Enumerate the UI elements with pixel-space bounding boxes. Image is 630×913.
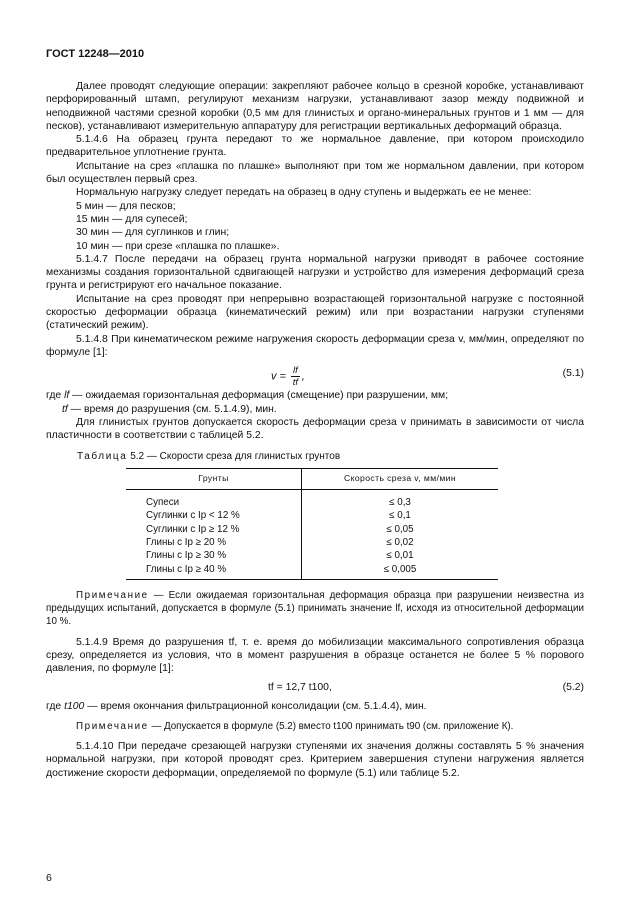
formula-5-1 [46, 359, 584, 389]
paragraph: 5.1.4.10 При передаче срезающей нагрузки ступенями их значения должны составлять 5 % значения нормальной нагрузки, при которой проводят срез. Критерием завершения ступени нагружения является достижение скорости деформации, определяемой по формуле (5.1) или таблице 5.2. [46, 741, 584, 779]
spacer [46, 629, 584, 636]
note-label: Примечание [76, 589, 149, 601]
formula-number: (5.2) [562, 681, 584, 693]
caption-text: 5.2 — Скорости среза для глинистых грунтов [127, 451, 341, 463]
paragraph: Испытание на срез проводят при непрерывно возрастающей горизонтальной нагрузке с постоянной скоростью деформации образца (кинематический режим) или при возрастании нагрузки ступенями (статический режим). [46, 293, 584, 332]
table-cell-soil: Супеси [126, 490, 302, 510]
note-text: — Допускается в формуле (5.2) вместо t100 принимать t90 (см. приложение К). [148, 720, 514, 732]
table-row [126, 523, 498, 536]
formula-number: (5.1) [562, 368, 584, 380]
formula-expression: tf = 12,7 t100, [268, 681, 332, 693]
document-header: ГОСТ 12248—2010 [46, 48, 145, 60]
table-header-row [126, 468, 498, 489]
table-cell-speed: ≤ 0,005 [302, 563, 499, 580]
table-row [126, 549, 498, 562]
symbol-lf: lf [64, 390, 70, 402]
table-cell-soil: Суглинки с Ip < 12 % [126, 509, 302, 522]
fraction-denominator: tf [292, 377, 299, 389]
list-item: 15 мин — для супесей; [76, 213, 188, 225]
where-word: где [46, 700, 62, 712]
formula-lhs: v = [271, 370, 286, 383]
document-body [46, 80, 584, 780]
column-header-soil: Грунты [126, 468, 302, 489]
where-line [46, 403, 584, 416]
note-label: Примечание [76, 720, 149, 732]
note [46, 720, 584, 733]
where-line [46, 700, 584, 713]
note [46, 589, 584, 629]
table-row [126, 536, 498, 549]
column-header-speed: Скорость среза v, мм/мин [302, 468, 499, 489]
table-row [126, 563, 498, 580]
paragraph: 5.1.4.6 На образец грунта передают то же нормальное давление, при котором происходило предварительное уплотнение грунта. [46, 134, 584, 159]
list-item: 30 мин — для суглинков и глин; [76, 227, 230, 239]
table-cell-soil: Глины с Ip ≥ 40 % [126, 563, 302, 580]
table-cell-soil: Глины с Ip ≥ 30 % [126, 549, 302, 562]
table-cell-speed: ≤ 0,02 [386, 536, 414, 548]
table-row [126, 490, 498, 510]
list-item: 10 мин — при срезе «плашка по плашке». [76, 240, 280, 252]
where-word: где [46, 390, 62, 402]
definition: — время до разрушения (см. 5.1.4.9), мин. [70, 403, 277, 415]
table-cell-soil: Суглинки с Ip ≥ 12 % [126, 523, 302, 536]
table-cell-speed: ≤ 0,01 [386, 550, 414, 562]
definition: — время окончания фильтрационной консолидации (см. 5.1.4.4), мин. [87, 700, 427, 712]
definition: — ожидаемая горизонтальная деформация (смещение) при разрушении, мм; [72, 390, 449, 402]
table-cell-speed: ≤ 0,1 [389, 510, 411, 522]
table-cell-soil: Глины с Ip ≥ 20 % [126, 536, 302, 549]
paragraph: 5.1.4.9 Время до разрушения tf, т. е. время до мобилизации максимального сопротивления образца срезу, определяется из условия, что в момент разрушения в образце останется не более 5 % порового давления, по формуле [1]: [46, 636, 584, 675]
table-cell-speed: ≤ 0,3 [389, 497, 411, 509]
spacer [46, 713, 584, 720]
note-text: — Если ожидаемая горизонтальная деформация образца при разрушении неизвестна из предыдущих испытаний, допускается в формуле (5.1) принимать значение lf, исходя из относительной деформации 10 %. [46, 589, 584, 628]
paragraph: Для глинистых грунтов допускается скорость деформации среза v принимать в зависимости от числа пластичности в соответствии с таблицей 5.2. [46, 416, 584, 442]
formula-fraction [291, 365, 300, 388]
paragraph: Испытание на срез «плашка по плашке» выполняют при том же нормальном давлении, при котором был осуществлен первый срез. [46, 160, 584, 186]
spacer [46, 580, 584, 589]
paragraph: 5.1.4.8 При кинематическом режиме нагружения скорость деформации среза v, мм/мин, определяют по формуле [1]: [46, 333, 584, 358]
fraction-numerator: lf [293, 365, 298, 377]
paragraph: Нормальную нагрузку следует передать на образец в одну ступень и выдержать ее не менее: [76, 187, 532, 199]
formula-expression: v = $\frac{lf}{tf}$ , [271, 365, 305, 389]
list-item: 5 мин — для песков; [76, 200, 176, 212]
formula-5-2 [46, 676, 584, 700]
table-cell-speed: ≤ 0,05 [386, 523, 414, 535]
table-caption [77, 450, 584, 463]
paragraph: Далее проводят следующие операции: закрепляют рабочее кольцо в срезной коробке, устанавливают перфорированный штамп, регулируют механизм нагрузки, устанавливают зазор между подвижной и неподвижной частями срезной коробки (0,5 мм для глинистых и органо-минеральных грунтов и 1 мм — для песков), устанавливают измерительную аппаратуру для регистрации вертикальных деформаций образца. [46, 81, 584, 132]
symbol-tf: tf [62, 403, 68, 415]
caption-label: Таблица [77, 451, 128, 463]
where-line [46, 389, 584, 402]
symbol-t100: t100 [64, 700, 85, 712]
page-number: 6 [46, 872, 52, 884]
table-row [126, 509, 498, 522]
speed-table [126, 468, 498, 580]
spacer [46, 733, 584, 740]
paragraph: 5.1.4.7 После передачи на образец грунта нормальной нагрузки приводят в рабочее состояние механизмы создания горизонтальной сдвигающей нагрузки и устройство для измерения деформаций среза грунта и регистрируют его начальное показание. [46, 253, 584, 292]
